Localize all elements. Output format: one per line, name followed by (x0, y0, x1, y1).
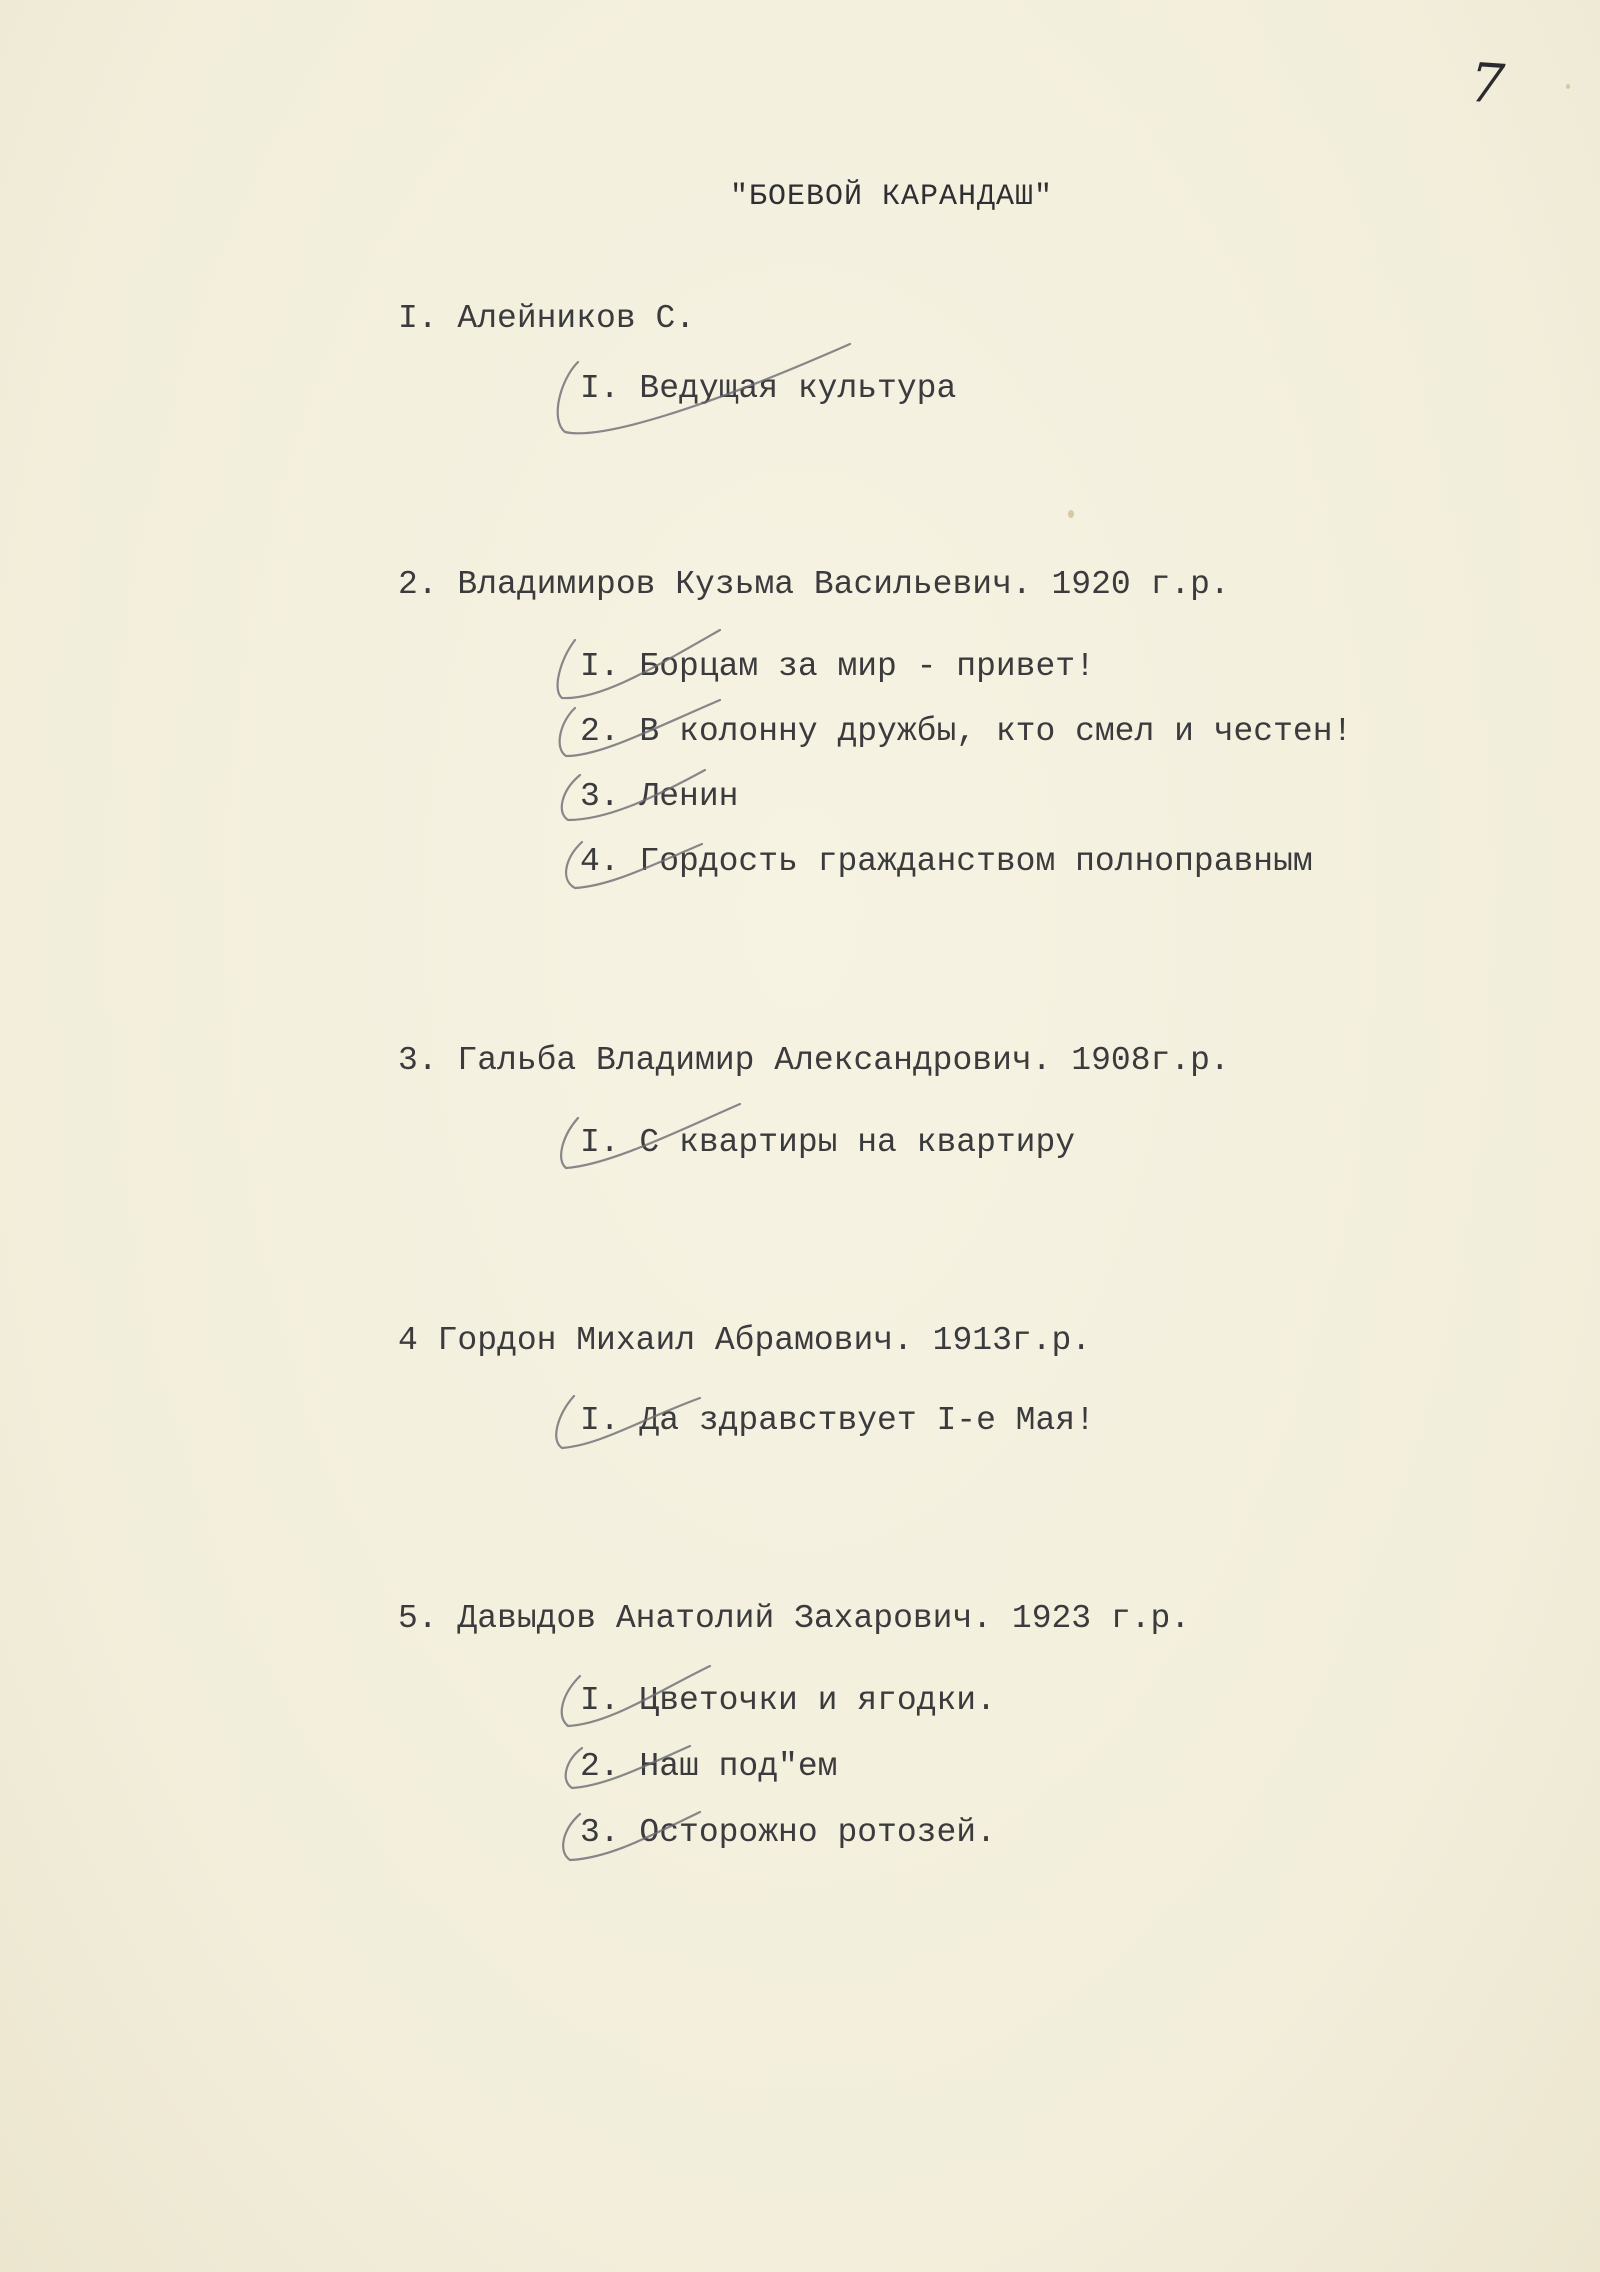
work-line: 4. Гордость гражданством полноправным (580, 843, 1313, 880)
work-line: I. Борцам за мир - привет! (580, 648, 1095, 685)
author-line: 2. Владимиров Кузьма Васильевич. 1920 г.р. (398, 566, 1230, 603)
document-title: "БОЕВОЙ КАРАНДАШ" (730, 180, 1054, 214)
author-line: 5. Давыдов Анатолий Захарович. 1923 г.р. (398, 1600, 1191, 1637)
handwritten-page-number: 7 (1467, 50, 1507, 117)
paper-speck (1566, 84, 1570, 89)
author-line: 3. Гальба Владимир Александрович. 1908г.р. (398, 1042, 1230, 1079)
work-line: I. С квартиры на квартиру (580, 1124, 1076, 1161)
work-line: I. Да здравствует I-е Мая! (580, 1402, 1095, 1439)
work-line: I. Ведущая культура (580, 370, 957, 407)
work-line: 3. Ленин (580, 778, 739, 815)
author-line: I. Алейников С. (398, 300, 696, 337)
work-line: I. Цветочки и ягодки. (580, 1682, 996, 1719)
work-line: 2. Наш под"ем (580, 1748, 838, 1785)
work-line: 3. Осторожно ротозей. (580, 1814, 996, 1851)
author-line: 4 Гордон Михаил Абрамович. 1913г.р. (398, 1322, 1092, 1359)
work-line: 2. В колонну дружбы, кто смел и честен! (580, 713, 1353, 750)
paper-speck (1068, 510, 1074, 518)
